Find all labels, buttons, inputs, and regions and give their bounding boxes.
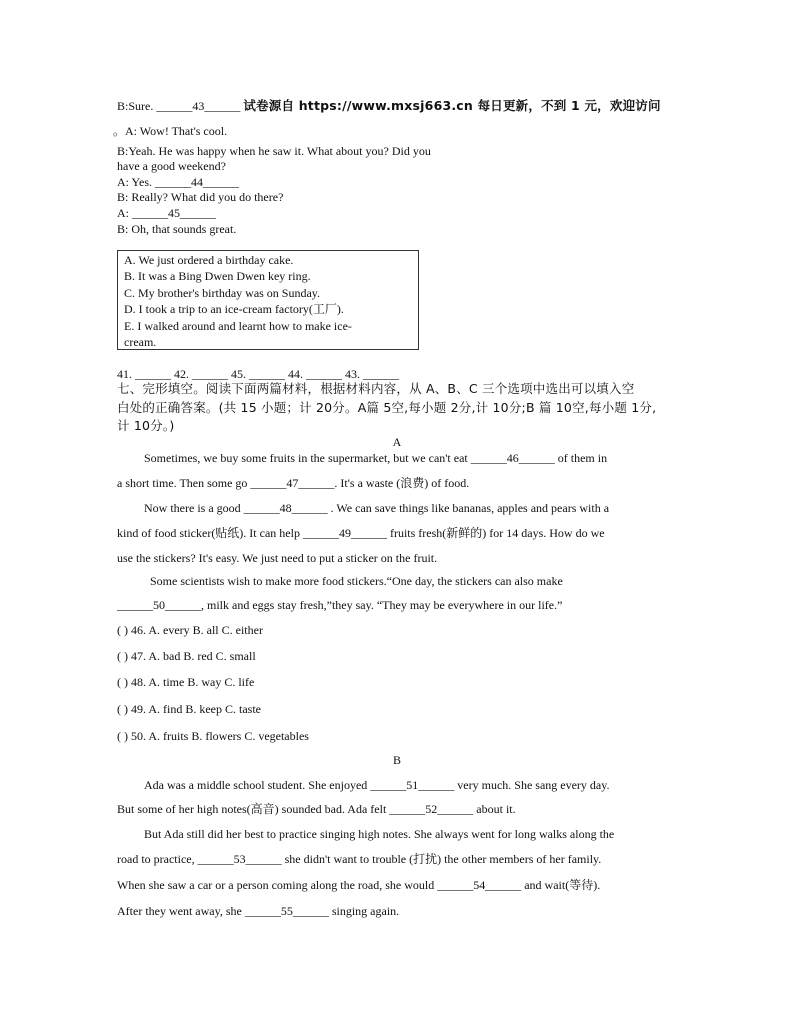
passage-a-text: Some scientists wish to make more food stickers.“One day, the stickers can also make [150,574,563,588]
passage-a-text: ______50______, milk and eggs stay fresh,”they say. “They may be everywhere in our life.” [117,598,563,612]
question-46: ( ) 46. A. every B. all C. either [117,623,263,637]
option-d: D. I took a trip to an ice-cream factory(工厂). [124,302,344,316]
answers-line: 41. ______ 42. ______ 45. ______ 44. ______ 43. ______ [117,367,399,381]
dialogue-line: B: Really? What did you do there? [117,190,284,204]
passage-b-text: When she saw a car or a person coming along the road, she would ______54______ and wait(等待). [117,878,601,892]
passage-b-text: Ada was a middle school student. She enjoyed ______51______ very much. She sang every day. [144,778,610,792]
option-a: A. We just ordered a birthday cake. [124,253,294,267]
dialogue-line: B:Yeah. He was happy when he saw it. What about you? Did you [117,144,431,158]
watermark-text: 试卷源自 https://www.mxsj663.cn 每日更新，不到 1 元，欢迎访问 [243,98,661,113]
option-c: C. My brother's birthday was on Sunday. [124,286,321,300]
dialogue-line: B: Oh, that sounds great. [117,222,237,236]
dialogue-line-43 [117,98,661,114]
dialogue-text-43: B:Sure. ______43______ [117,99,244,113]
passage-b-text: But Ada still did her best to practice singing high notes. She always went for long walks along the [144,827,615,841]
passage-a-text: Now there is a good ______48______ . We can save things like bananas, apples and pears with a [144,501,610,515]
passage-a-title: A [392,435,402,449]
question-48: ( ) 48. A. time B. way C. life [117,675,255,689]
option-b: B. It was a Bing Dwen Dwen key ring. [124,269,311,283]
passage-a-text: use the stickers? It's easy. We just need to put a sticker on the fruit. [117,551,438,565]
dialogue-line: 。A: Wow! That's cool. [113,124,228,138]
section-heading: 七、完形填空。阅读下面两篇材料，根据材料内容，从 A、B、C 三个选项中选出可以填入空 [117,381,635,396]
question-50: ( ) 50. A. fruits B. flowers C. vegetables [117,729,309,743]
passage-a-text: a short time. Then some go ______47______. It's a waste (浪费) of food. [117,476,470,490]
dialogue-line: have a good weekend? [117,159,226,173]
passage-b-title: B [392,753,401,767]
section-heading: 白处的正确答案。(共 15 小题；计 20分。A篇 5空,每小题 2分,计 10分;B 篇 10空,每小题 1分, [117,400,657,415]
passage-a-text: kind of food sticker(贴纸). It can help ______49______ fruits fresh(新鲜的) for 14 days. How do we [117,526,605,540]
option-e-cont: cream. [124,335,157,349]
dialogue-line: A: Yes. ______44______ [117,175,240,189]
passage-b-text: After they went away, she ______55______ singing again. [117,904,400,918]
section-heading: 计 10分。) [117,418,175,433]
option-e: E. I walked around and learnt how to make ice- [124,319,352,333]
passage-b-text: road to practice, ______53______ she didn't want to trouble (打扰) the other members of her family. [117,852,602,866]
question-47: ( ) 47. A. bad B. red C. small [117,649,256,663]
dialogue-line: A: ______45______ [117,206,216,220]
passage-b-text: But some of her high notes(高音) sounded bad. Ada felt ______52______ about it. [117,802,516,816]
question-49: ( ) 49. A. find B. keep C. taste [117,702,261,716]
passage-a-text: Sometimes, we buy some fruits in the supermarket, but we can't eat ______46______ of them in [144,451,608,465]
